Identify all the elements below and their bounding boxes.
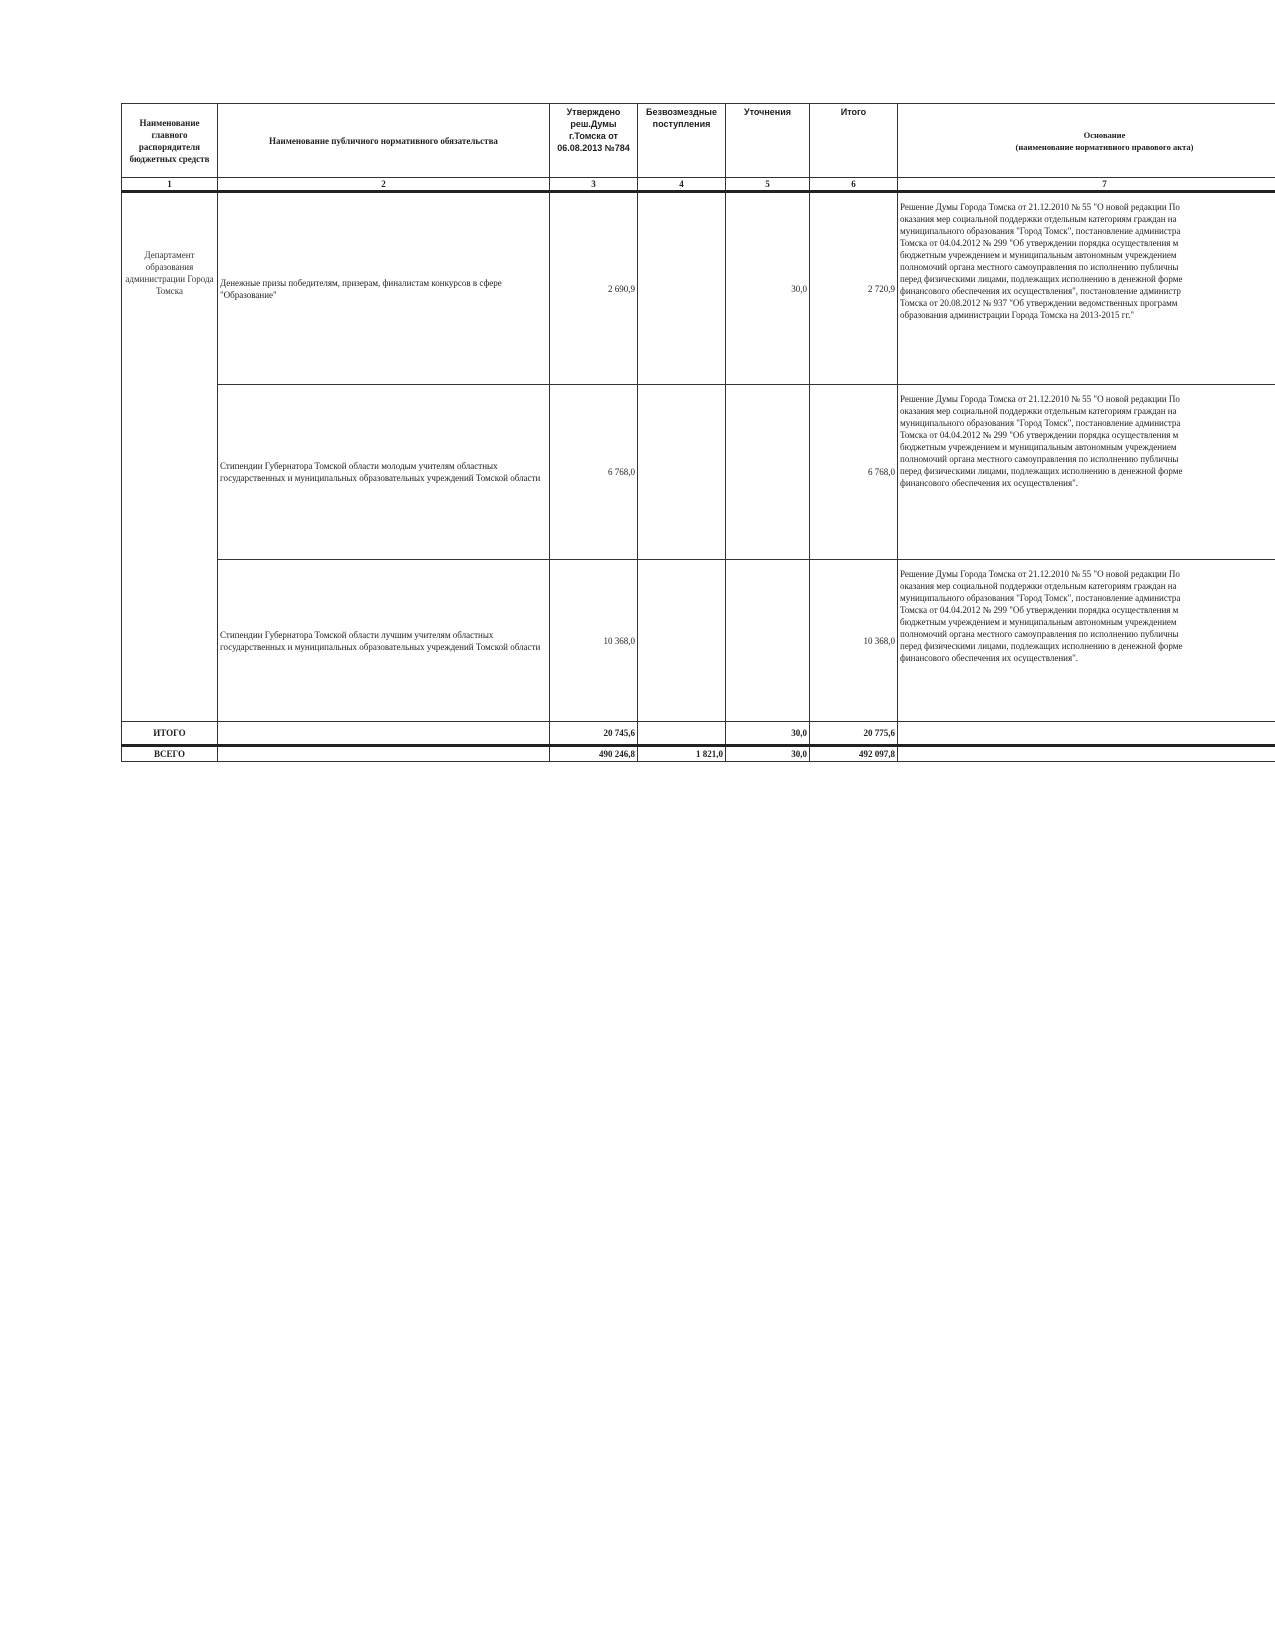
basis-line: финансового обеспечения их осуществления". — [900, 653, 1079, 663]
basis-line: муниципального образования "Город Томск", постановление администра — [900, 226, 1181, 236]
header-total: Итого — [810, 104, 898, 178]
basis-line: муниципального образования "Город Томск", постановление администра — [900, 418, 1181, 428]
clarification-value — [726, 560, 810, 722]
basis-line: Томска от 04.04.2012 № 299 "Об утверждении порядка осуществления м — [900, 605, 1179, 615]
gratuitous-value — [638, 192, 726, 385]
column-number: 1 — [122, 178, 218, 192]
obligation-name: Денежные призы победителям, призерам, финалистам конкурсов в сфере "Образование" — [218, 192, 550, 385]
header-approved: Утверждено реш.Думы г.Томска от 06.08.2013 №784 — [550, 104, 638, 178]
basis-line: Томска от 04.04.2012 № 299 "Об утверждении порядка осуществления м — [900, 238, 1179, 248]
column-number: 5 — [726, 178, 810, 192]
total-value: 10 368,0 — [810, 560, 898, 722]
total-value: 6 768,0 — [810, 385, 898, 560]
table-row — [122, 385, 1275, 560]
column-number: 7 — [898, 178, 1275, 192]
basis-line: полномочий органа местного самоуправления по исполнению публичны — [900, 262, 1179, 272]
basis-line: Томска от 04.04.2012 № 299 "Об утверждении порядка осуществления м — [900, 430, 1179, 440]
basis-line: финансового обеспечения их осуществления". — [900, 478, 1079, 488]
basis-line: бюджетным учреждением и муниципальным автономным учреждением — [900, 617, 1177, 627]
header-organization: Наименование главного распорядителя бюджетных средств — [122, 104, 218, 178]
basis-line: перед физическими лицами, подлежащих исполнению в денежной форме — [900, 274, 1183, 284]
basis-cell — [898, 560, 1275, 722]
itogo-approved: 20 745,6 — [550, 722, 638, 746]
gratuitous-value — [638, 560, 726, 722]
basis-line: перед физическими лицами, подлежащих исполнению в денежной форме — [900, 641, 1183, 651]
header-basis — [898, 104, 1275, 178]
gratuitous-value — [638, 385, 726, 560]
column-number: 2 — [218, 178, 550, 192]
itogo-gratuitous — [638, 722, 726, 746]
itogo-total: 20 775,6 — [810, 722, 898, 746]
basis-line: Решение Думы Города Томска от 21.12.2010 № 55 "О новой редакции По — [900, 202, 1180, 212]
basis-line: финансового обеспечения их осуществления", постановление администр — [900, 286, 1181, 296]
basis-line: образования администрации Города Томска на 2013-2015 гг." — [900, 310, 1135, 320]
itogo-row — [122, 722, 1275, 746]
organization-cell — [122, 192, 218, 722]
column-number: 4 — [638, 178, 726, 192]
basis-line: Томска от 20.08.2012 № 937 "Об утверждении ведомственных программ — [900, 298, 1178, 308]
organization-name: Департамент образования администрации Города Томска — [125, 250, 214, 296]
basis-cell — [898, 385, 1275, 560]
vsego-row — [122, 746, 1275, 762]
basis-line: Решение Думы Города Томска от 21.12.2010 № 55 "О новой редакции По — [900, 569, 1180, 579]
itogo-empty — [218, 722, 550, 746]
clarification-value — [726, 385, 810, 560]
header-clarifications: Уточнения — [726, 104, 810, 178]
total-value: 2 720,9 — [810, 192, 898, 385]
itogo-label: ИТОГО — [122, 722, 218, 746]
vsego-label: ВСЕГО — [122, 746, 218, 762]
obligation-name: Стипендии Губернатора Томской области молодым учителям областных государственных и муниципальных образовательных учреждений Томской области — [218, 385, 550, 560]
basis-line: муниципального образования "Город Томск", постановление администра — [900, 593, 1181, 603]
column-number: 6 — [810, 178, 898, 192]
column-number: 3 — [550, 178, 638, 192]
basis-line: оказания мер социальной поддержки отдельным категориям граждан на — [900, 581, 1177, 591]
approved-value: 10 368,0 — [550, 560, 638, 722]
vsego-basis-empty — [898, 746, 1275, 762]
obligation-name: Стипендии Губернатора Томской области лучшим учителям областных государственных и муниципальных образовательных учреждений Томской области — [218, 560, 550, 722]
header-gratuitous: Безвозмездные поступления — [638, 104, 726, 178]
header-row — [122, 104, 1275, 178]
basis-line: бюджетным учреждением и муниципальным автономным учреждением — [900, 442, 1177, 452]
basis-cell — [898, 192, 1275, 385]
header-basis-subtitle: (наименование нормативного правового акта) — [1015, 141, 1194, 152]
basis-line: оказания мер социальной поддержки отдельным категориям граждан на — [900, 214, 1177, 224]
vsego-gratuitous: 1 821,0 — [638, 746, 726, 762]
approved-value: 6 768,0 — [550, 385, 638, 560]
itogo-basis-empty — [898, 722, 1275, 746]
basis-line: бюджетным учреждением и муниципальным автономным учреждением — [900, 250, 1177, 260]
vsego-approved: 490 246,8 — [550, 746, 638, 762]
vsego-total: 492 097,8 — [810, 746, 898, 762]
table-row — [122, 560, 1275, 722]
itogo-clarification: 30,0 — [726, 722, 810, 746]
header-basis-title: Основание — [1083, 129, 1126, 140]
clarification-value: 30,0 — [726, 192, 810, 385]
vsego-clarification: 30,0 — [726, 746, 810, 762]
header-obligation-name: Наименование публичного нормативного обязательства — [218, 104, 550, 178]
column-number-row — [122, 178, 1275, 192]
basis-line: оказания мер социальной поддержки отдельным категориям граждан на — [900, 406, 1177, 416]
basis-line: полномочий органа местного самоуправления по исполнению публичны — [900, 454, 1179, 464]
basis-line: полномочий органа местного самоуправления по исполнению публичны — [900, 629, 1179, 639]
basis-line: Решение Думы Города Томска от 21.12.2010 № 55 "О новой редакции По — [900, 394, 1180, 404]
table-row — [122, 192, 1275, 385]
basis-line: перед физическими лицами, подлежащих исполнению в денежной форме — [900, 466, 1183, 476]
approved-value: 2 690,9 — [550, 192, 638, 385]
budget-obligations-table — [121, 103, 1275, 762]
vsego-empty — [218, 746, 550, 762]
